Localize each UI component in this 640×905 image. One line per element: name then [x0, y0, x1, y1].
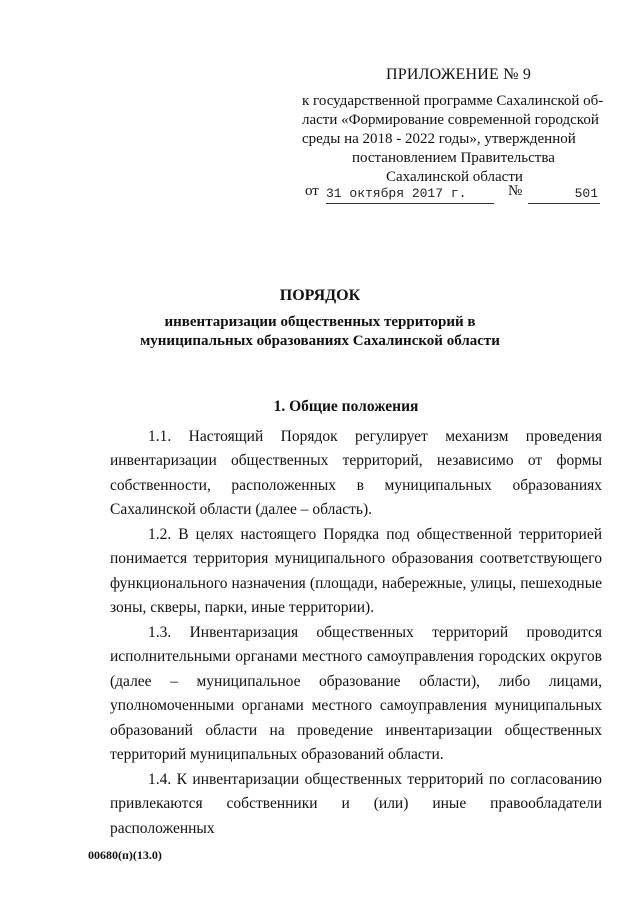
document-title: ПОРЯДОК	[279, 287, 361, 304]
date-field	[326, 186, 494, 204]
appendix-line-3: среды на 2018 - 2022 годы», утвержденной	[302, 131, 576, 147]
footer-code: 00680(п)(13.0)	[88, 848, 162, 862]
number-value: 501	[574, 186, 598, 201]
appendix-title: ПРИЛОЖЕНИЕ № 9	[386, 66, 532, 83]
appendix-line-2: ласти «Формирование современной городской	[302, 112, 599, 128]
appendix-line-4: постановлением Правительства	[352, 150, 555, 166]
appendix-line-5: Сахалинской области	[386, 169, 523, 185]
from-label: от	[305, 183, 319, 199]
paragraph-1-2: 1.2. В целях настоящего Порядка под общественной территорией понимается территория муниципального образования соответствующего функционального назначения (площади, набережные, улицы, пешеходные зоны, скверы, парки, иные территории).	[110, 525, 602, 616]
number-field	[528, 186, 600, 204]
date-value: 31 октября 2017 г.	[326, 186, 467, 201]
document-subtitle-2: муниципальных образованиях Сахалинской области	[140, 333, 500, 349]
paragraph-1-3: 1.3. Инвентаризация общественных территорий проводится исполнительными органами местного самоуправления городских округов (далее – муниципальное образование области), либо лицами, уполномоченными органами местного самоуправления муниципальных образований области на проведение инвентаризации общественных территорий муниципальных образований области.	[110, 623, 602, 763]
section-heading: 1. Общие положения	[273, 398, 419, 415]
document-subtitle-1: инвентаризации общественных территорий в	[164, 314, 476, 330]
appendix-line-1: к государственной программе Сахалинской об-	[302, 93, 604, 109]
number-label: №	[508, 183, 523, 199]
paragraph-1-1: 1.1. Настоящий Порядок регулирует механизм проведения инвентаризации общественных территорий, независимо от формы собственности, расположенных в муниципальных образованиях Сахалинской области (далее – область).	[110, 427, 602, 518]
paragraph-1-4: 1.4. К инвентаризации общественных территорий по согласованию привлекаются собственники и (или) иные правообладатели расположенных	[110, 770, 602, 837]
